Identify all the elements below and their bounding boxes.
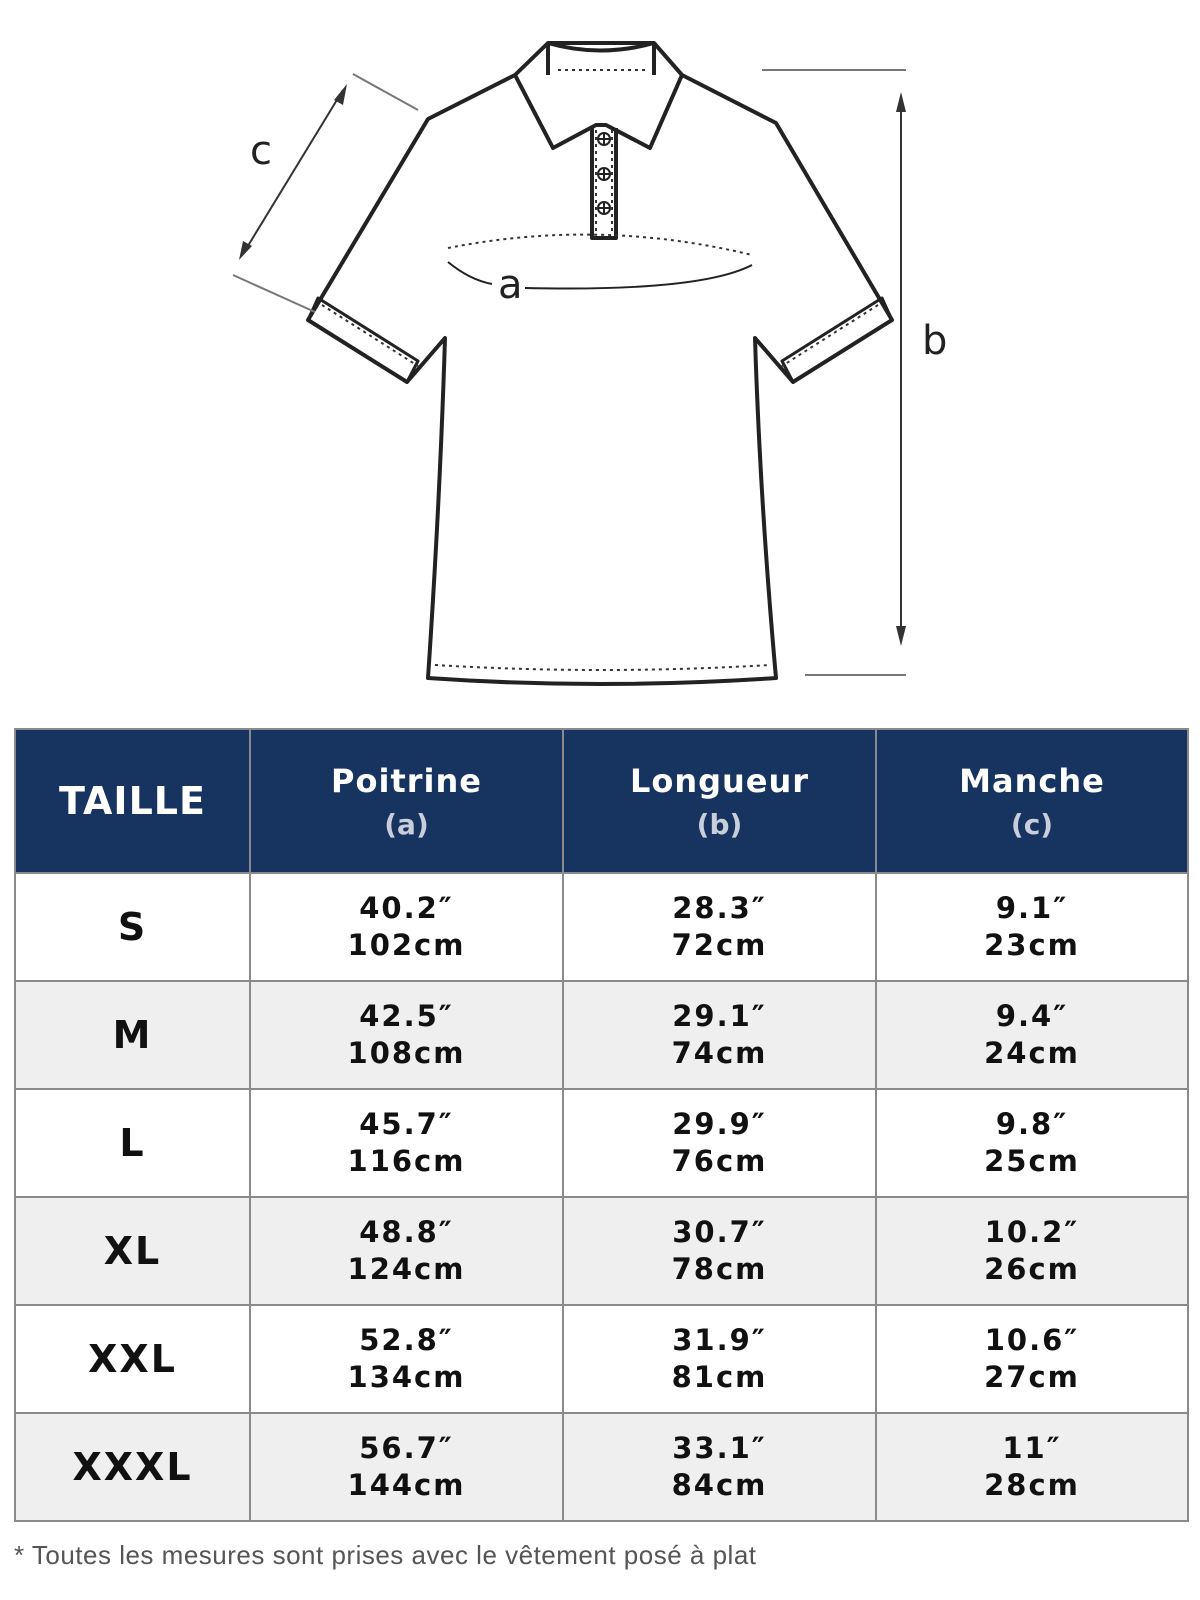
- size-cell: M: [15, 981, 250, 1089]
- sleeve-cell: 11″ 28cm: [876, 1413, 1188, 1521]
- measurement-footnote: * Toutes les mesures sont prises avec le vêtement posé à plat: [14, 1540, 757, 1570]
- header-chest: Poitrine (a): [250, 729, 563, 873]
- table-row: [15, 873, 1188, 981]
- chest-measure-line: [448, 262, 752, 289]
- polo-shirt-diagram: [0, 0, 1200, 705]
- chest-cell: 48.8″ 124cm: [250, 1197, 563, 1305]
- chest-cell: 56.7″ 144cm: [250, 1413, 563, 1521]
- length-cell: 31.9″ 81cm: [563, 1305, 876, 1413]
- chest-cell: 40.2″ 102cm: [250, 873, 563, 981]
- chest-cell: 45.7″ 116cm: [250, 1089, 563, 1197]
- header-sleeve: Manche (c): [876, 729, 1188, 873]
- table-row: [15, 981, 1188, 1089]
- table-row: [15, 1197, 1188, 1305]
- length-cell: 30.7″ 78cm: [563, 1197, 876, 1305]
- size-table: [14, 728, 1189, 1522]
- size-table-header: [15, 729, 1188, 873]
- sleeve-cell: 10.2″ 26cm: [876, 1197, 1188, 1305]
- label-b: b: [922, 318, 948, 364]
- sleeve-cell: 9.1″ 23cm: [876, 873, 1188, 981]
- label-c: c: [250, 128, 272, 174]
- size-cell: XXXL: [15, 1413, 250, 1521]
- button-icons: [598, 133, 610, 214]
- sleeve-cell: 9.4″ 24cm: [876, 981, 1188, 1089]
- size-cell: S: [15, 873, 250, 981]
- length-cell: 29.9″ 76cm: [563, 1089, 876, 1197]
- table-row: [15, 1305, 1188, 1413]
- sleeve-measure: [233, 74, 418, 312]
- size-cell: XXL: [15, 1305, 250, 1413]
- header-size: TAILLE: [15, 729, 250, 873]
- label-a: a: [498, 262, 523, 308]
- sleeve-cell: 9.8″ 25cm: [876, 1089, 1188, 1197]
- size-table-body: [15, 873, 1188, 1521]
- chest-cell: 52.8″ 134cm: [250, 1305, 563, 1413]
- length-cell: 28.3″ 72cm: [563, 873, 876, 981]
- sleeve-cell: 10.6″ 27cm: [876, 1305, 1188, 1413]
- header-length: Longueur (b): [563, 729, 876, 873]
- size-cell: XL: [15, 1197, 250, 1305]
- table-row: [15, 1413, 1188, 1521]
- chest-cell: 42.5″ 108cm: [250, 981, 563, 1089]
- table-row: [15, 1089, 1188, 1197]
- length-cell: 33.1″ 84cm: [563, 1413, 876, 1521]
- length-cell: 29.1″ 74cm: [563, 981, 876, 1089]
- header-row: [15, 729, 1188, 873]
- size-cell: L: [15, 1089, 250, 1197]
